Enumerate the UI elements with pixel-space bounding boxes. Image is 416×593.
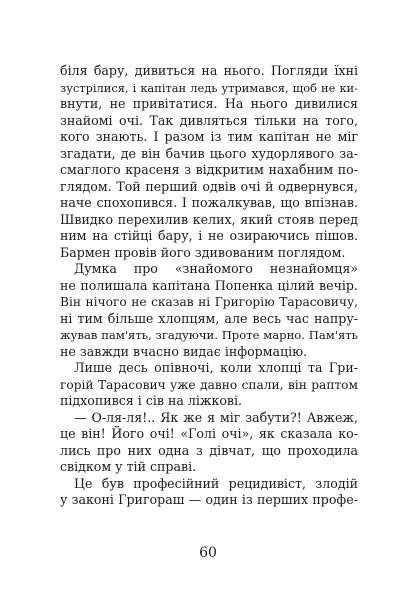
page-number: 60	[199, 545, 217, 561]
text-line: Швидко перехилив келих, який стояв перед	[60, 211, 358, 227]
text-line: Це був професійний рецидивіст, злодій	[74, 475, 358, 491]
text-line: кого знають. І разом із тим капітан не міг	[60, 129, 358, 144]
text-line: Бармен провів його здивованим поглядом.	[60, 244, 346, 260]
text-line: ні тим більше хлопцям, але весь час напру-	[60, 310, 358, 326]
text-line: згадати, де він бачив цього худорлявого за-	[60, 145, 358, 161]
text-line: ним на стійці бару, і не озираючись пішов.	[60, 228, 358, 243]
text-line: наче спохопився. І пожалкував, що впізнав.	[60, 195, 358, 210]
text-line: Він нічого не сказав ні Григорію Тарасовичу,	[60, 295, 358, 309]
text-line: глядом. Той перший одвів очі й одвернувся,	[60, 178, 358, 194]
text-line: жував пам'ять, згадуючи. Проте марно. Пам'ять	[60, 328, 358, 342]
text-line: смаглого красеня з відкритим нахабним по-	[60, 162, 358, 177]
text-line: горій Тарасович уже давно спали, він раптом	[60, 377, 358, 392]
text-line: внути, не привітатися. На нього дивилися	[60, 96, 358, 111]
text-line: — О-ля-ля!.. Як же я міг забути?! Авжеж,	[74, 409, 358, 425]
body-text	[60, 63, 358, 509]
text-line: зустрілися, і капітан ледь утримався, щоб не ки-	[60, 80, 358, 95]
text-line: підхопився і сів на ліжкові.	[60, 393, 243, 408]
text-line: знайомі очі. Так дивляться тільки на того,	[60, 112, 358, 128]
text-line: Лише десь опівночі, коли хлопці та Гри-	[74, 360, 358, 375]
text-line: не завжди вчасно видає інформацію.	[60, 343, 308, 359]
text-line: свідком у тій справі.	[60, 459, 197, 474]
text-line: лись про них одна з дівчат, що проходила	[60, 442, 358, 458]
text-line: у законі Григораш — один із перших профе-	[60, 492, 358, 507]
text-line: не полишала капітана Попенка цілий вечір.	[60, 277, 358, 293]
text-line: Думка про «знайомого незнайомця»	[74, 261, 358, 276]
text-line: біля бару, дивиться на нього. Погляди їхні	[60, 63, 358, 78]
text-line: це він! Його очі! «Голі очі», як сказала ко-	[60, 426, 358, 441]
